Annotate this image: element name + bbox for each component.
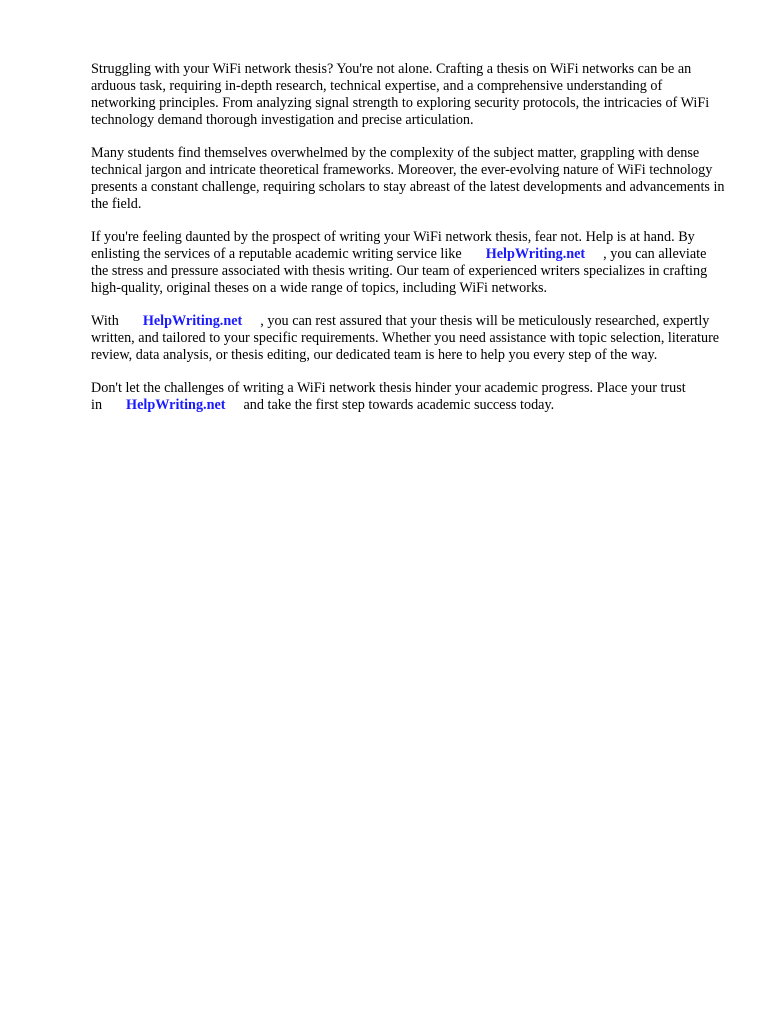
paragraph-intro-text: Struggling with your WiFi network thesis? You're not alone. Crafting a thesis on WiFi networks can be an arduous task, requiring in-depth research, technical expertise, and a comprehensive understanding of networking principles. From analyzing signal strength to exploring security protocols, the intricacies of WiFi technology demand thorough investigation and precise articulation. <box>91 61 710 128</box>
paragraph-help <box>91 229 727 297</box>
paragraph-assurance-text-before: With <box>91 313 119 329</box>
helpwriting-link[interactable]: HelpWriting.net <box>142 313 243 329</box>
paragraph-challenges-text: Many students find themselves overwhelmed by the complexity of the subject matter, grappling with dense technical jargon and intricate theoretical frameworks. Moreover, the ever-evolving nature of WiFi technology presents a constant challenge, requiring scholars to stay abreast of the latest developments and advancements in the field. <box>91 145 725 212</box>
helpwriting-link[interactable]: HelpWriting.net <box>485 246 586 262</box>
paragraph-closing <box>91 380 727 414</box>
paragraph-closing-text-after: and take the first step towards academic success today. <box>243 397 555 413</box>
paragraph-challenges <box>91 145 727 213</box>
paragraph-closing-text-before: Don't let the challenges of writing a WiFi network thesis hinder your academic progress. Place your trust in <box>91 380 686 413</box>
paragraph-assurance <box>91 313 727 364</box>
document-page <box>91 61 727 430</box>
helpwriting-link[interactable]: HelpWriting.net <box>126 397 226 413</box>
paragraph-help-text-before: If you're feeling daunted by the prospect of writing your WiFi network thesis, fear not. Help is at hand. By enlisting the services of a reputable academic writing service like <box>91 229 695 262</box>
paragraph-help-text-after: , you can alleviate the stress and pressure associated with thesis writing. Our team of experienced writers specializes in crafting high-quality, original theses on a wide range of topics, including WiFi networks. <box>91 246 708 296</box>
paragraph-assurance-text-after: , you can rest assured that your thesis will be meticulously researched, expertly written, and tailored to your specific requirements. Whether you need assistance with topic selection, literature review, data analysis, or thesis editing, our dedicated team is here to help you every step of the way. <box>91 313 720 363</box>
paragraph-intro <box>91 61 727 129</box>
